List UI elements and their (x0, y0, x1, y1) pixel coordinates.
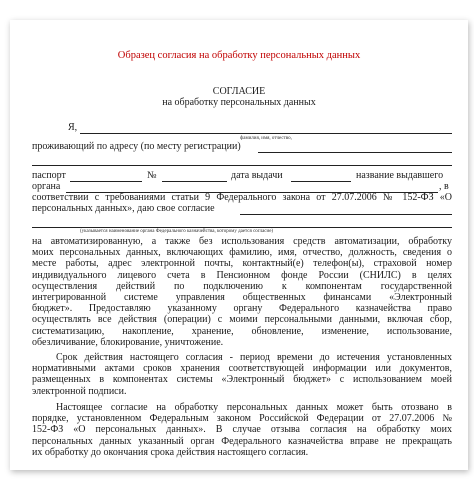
revocation-paragraph (32, 402, 452, 458)
organ-field-2[interactable] (32, 227, 452, 228)
issue-date-field[interactable] (291, 181, 351, 182)
consent-line: месте работы, адрес электронной почты, контактный(е) телефон(ы), страховой номер (32, 258, 452, 270)
term-paragraph (32, 352, 452, 397)
term-line: нормативными актами сроков хранения соответствующей информации или документов, (32, 363, 452, 375)
residence-field-2[interactable] (32, 165, 452, 166)
ya-label: Я, (68, 122, 78, 133)
consent-paragraph (32, 236, 452, 348)
consent-line: осуществления действий по подключению к компонентам государственной (32, 280, 452, 292)
passport-series-field[interactable] (70, 181, 142, 182)
passport-label: паспорт (32, 170, 66, 181)
revocation-line: порядке, установленном Федеральным законом Российской Федерации от 27.07.2006 № (32, 413, 452, 425)
document-page (10, 20, 468, 470)
term-line: размещенных в компонентах системы «Электронный бюджет» с использованием моей (32, 374, 452, 386)
revocation-line: Настоящее согласие на обработку персональных данных может быть отозвано в (56, 402, 452, 413)
issue-date-label: дата выдачи (231, 170, 283, 181)
consent-line: индивидуального лицевого счета в Пенсионном фонде России (СНИЛС) в целях (32, 269, 452, 281)
number-label: № (147, 170, 157, 181)
consent-line: моих персональных данных, включающих фамилию, имя, отчество, должность, сведения о (32, 247, 452, 259)
organ-label: органа (32, 181, 61, 192)
consent-line: бюджет». Предоставляю указанному органу Федерального казначейства право (32, 303, 452, 315)
term-line: Срок действия настоящего согласия - период времени до истечения установленных (56, 352, 452, 363)
fio-caption: фамилия, имя, отчество, (240, 136, 292, 141)
document-subtitle: на обработку персональных данных (162, 97, 316, 108)
term-line: электронной подписи. (32, 385, 127, 397)
residence-label: проживающий по адресу (по месту регистрации) (32, 141, 241, 152)
residence-field[interactable] (258, 152, 452, 153)
sample-banner: Образец согласия на обработку персональных данных (117, 50, 361, 61)
consent-line: систематизацию, накопление, хранение, обновление, изменение, использование, (32, 325, 452, 337)
revocation-line: персональных данных указанный орган Федерального казначейства вправе не прекращать (32, 435, 452, 447)
consent-line: интегрированной системе управления общественных финансами «Электронный (32, 291, 452, 303)
revocation-line: 152-ФЗ «О персональных данных». В случае отзыва согласия на обработку моих (32, 424, 452, 436)
issuer-label: название выдавшего (356, 170, 444, 181)
organ-caption: (указывается наименование органа Федерального казначейства, которому дается согласие) (80, 229, 274, 234)
accordance-text-2: персональных данных», даю свое согласие (32, 203, 215, 214)
revocation-line: их обработку до окончания срока действия настоящего согласия. (32, 446, 309, 458)
consent-line: обезличивание, блокирование, уничтожение. (32, 336, 224, 348)
consent-line: осуществлять все действия (операции) с моими персональными данными, включая сбор, (32, 314, 452, 326)
organ-field[interactable] (240, 214, 452, 215)
passport-number-field[interactable] (162, 181, 227, 182)
document-title: СОГЛАСИЕ (212, 86, 266, 97)
fio-field[interactable] (80, 133, 452, 134)
consent-line: на автоматизированную, а также без использования средств автоматизации, обработку (32, 236, 452, 247)
comma-label: , в (439, 181, 449, 192)
accordance-text: соответствии с требованиями статьи 9 Федерального закона от 27.07.2006 № 152-ФЗ «О (32, 192, 452, 203)
